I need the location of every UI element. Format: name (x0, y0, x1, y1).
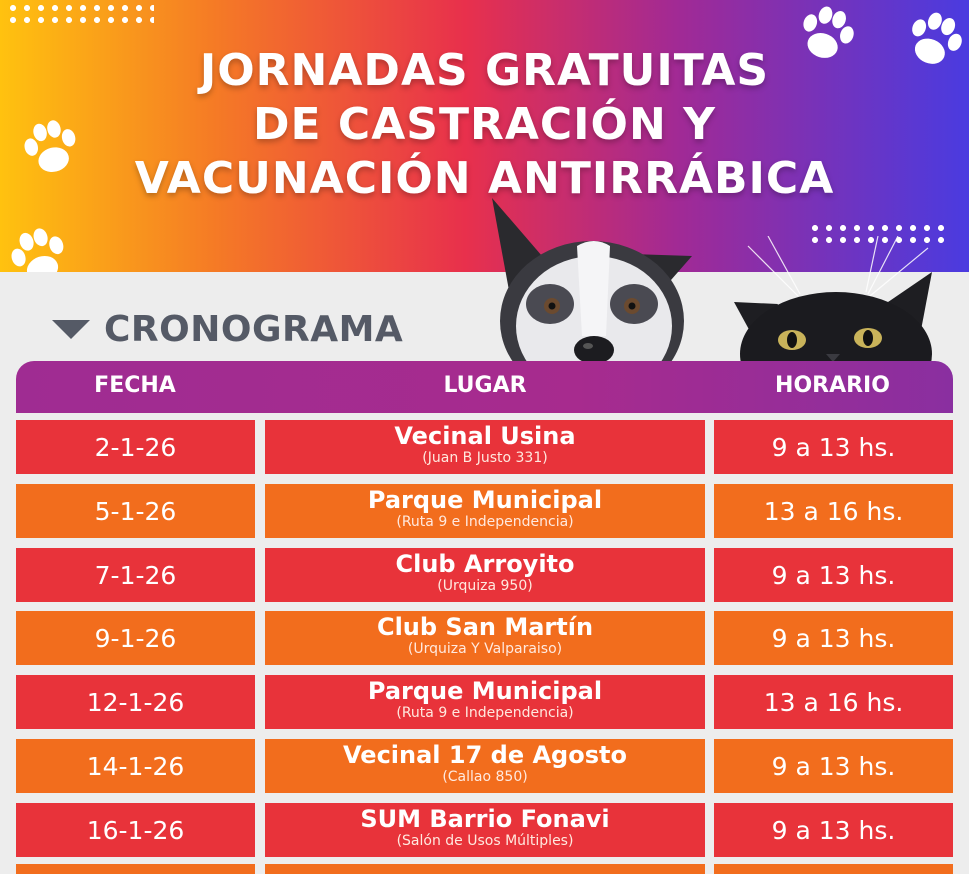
horario-text: 9 a 13 hs. (771, 432, 896, 462)
lugar-name: Club Arroyito (395, 550, 575, 578)
lugar-address: (Urquiza Y Valparaiso) (407, 641, 563, 657)
cell-lugar (265, 484, 705, 538)
lugar-name: Vecinal Usina (394, 422, 576, 450)
cell-horario (714, 611, 953, 665)
cell-fecha (16, 739, 255, 793)
decorative-dots (6, 2, 154, 26)
lugar-name: SUM Barrio Fonavi (360, 805, 610, 833)
lugar-name: Club San Martín (376, 613, 594, 641)
title-line: JORNADAS GRATUITAS (199, 45, 770, 96)
fecha-text: 16-1-26 (86, 815, 185, 845)
title-line: DE CASTRACIÓN Y (253, 99, 716, 150)
section-label: CRONOGRAMA (104, 308, 404, 350)
cell-horario (714, 803, 953, 857)
cell-horario (714, 548, 953, 602)
fecha-text: 12-1-26 (86, 687, 185, 717)
cell-horario (714, 484, 953, 538)
column-header-lugar: LUGAR (443, 373, 527, 398)
lugar-address: (Callao 850) (442, 769, 528, 785)
table-row (16, 675, 953, 729)
cell-fecha (16, 803, 255, 857)
cell-horario (714, 739, 953, 793)
lugar-address: (Ruta 9 e Independencia) (396, 705, 574, 721)
cell-lugar (265, 739, 705, 793)
title-line: VACUNACIÓN ANTIRRÁBICA (134, 153, 835, 204)
cell-fecha (16, 611, 255, 665)
lugar-address: (Ruta 9 e Independencia) (396, 514, 574, 530)
horario-text: 9 a 13 hs. (771, 815, 896, 845)
cell-horario (714, 864, 953, 874)
section-heading (52, 306, 403, 352)
cell-fecha (16, 675, 255, 729)
page-title (0, 44, 969, 206)
table-row (16, 739, 953, 793)
cell-fecha (16, 548, 255, 602)
triangle-down-icon (52, 320, 90, 339)
fecha-text: 2-1-26 (94, 432, 177, 462)
lugar-name: Parque Municipal (367, 486, 603, 514)
dog-image (482, 186, 702, 366)
cell-horario (714, 420, 953, 474)
horario-text: 9 a 13 hs. (771, 751, 896, 781)
cell-lugar (265, 420, 705, 474)
lugar-address: (Juan B Justo 331) (422, 450, 548, 466)
fecha-text: 5-1-26 (94, 496, 177, 526)
cell-lugar (265, 803, 705, 857)
table-row (16, 548, 953, 602)
cell-fecha (16, 420, 255, 474)
fecha-text: 7-1-26 (94, 560, 177, 590)
cell-horario (714, 675, 953, 729)
cell-lugar (265, 548, 705, 602)
cat-image (728, 236, 938, 366)
table-row (16, 611, 953, 665)
cell-fecha (16, 864, 255, 874)
horario-text: 9 a 13 hs. (771, 623, 896, 653)
cell-lugar (265, 611, 705, 665)
table-row (16, 420, 953, 474)
cell-fecha (16, 484, 255, 538)
horario-text: 9 a 13 hs. (771, 560, 896, 590)
table-row (16, 803, 953, 857)
horario-text: 13 a 16 hs. (763, 687, 904, 717)
column-header-horario: HORARIO (775, 373, 890, 398)
horario-text: 13 a 16 hs. (763, 496, 904, 526)
fecha-text: 9-1-26 (94, 623, 177, 653)
cell-lugar (265, 864, 705, 874)
cell-lugar (265, 675, 705, 729)
table-header (16, 361, 953, 413)
paw-icon (0, 215, 83, 272)
fecha-text: 14-1-26 (86, 751, 185, 781)
table-row-partial (16, 864, 953, 874)
lugar-address: (Salón de Usos Múltiples) (396, 833, 574, 849)
lugar-name: Parque Municipal (367, 677, 603, 705)
lugar-name: Vecinal 17 de Agosto (343, 741, 627, 769)
table-row (16, 484, 953, 538)
column-header-fecha: FECHA (94, 373, 176, 398)
lugar-address: (Urquiza 950) (437, 578, 533, 594)
